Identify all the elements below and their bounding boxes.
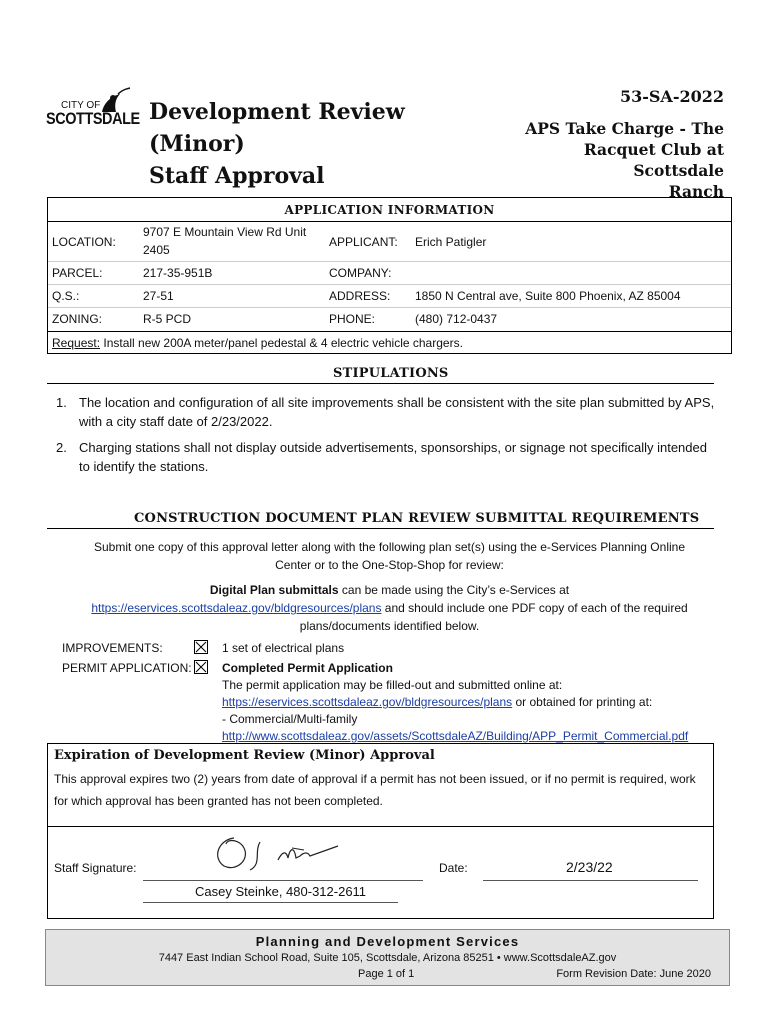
permit-link-tail: or obtained for printing at: [512, 695, 653, 709]
digital-tail: and should include one PDF copy of each of the required [381, 601, 688, 615]
signature-icon [208, 830, 358, 876]
date-label: Date: [439, 861, 468, 875]
staff-signature-label: Staff Signature: [54, 861, 137, 875]
address-value: 1850 N Central ave, Suite 800 Phoenix, AZ 85004 [415, 289, 681, 303]
request-value: Install new 200A meter/panel pedestal & 4 electric vehicle chargers. [100, 336, 463, 350]
intro-line-1: Submit one copy of this approval letter along with the following plan set(s) using the e-Services Planning Online [94, 540, 685, 554]
project-name [494, 118, 724, 202]
stipulations-heading: STIPULATIONS [333, 366, 449, 381]
applicant-label: APPLICANT: [329, 235, 398, 249]
staff-name: Casey Steinke, 480-312-2611 [195, 884, 367, 899]
zoning-label: ZONING: [52, 312, 102, 326]
permit-pdf-link[interactable]: http://www.scottsdaleaz.gov/assets/ScottsdaleAZ/Building/APP_Permit_Commercial.pdf [222, 729, 689, 743]
date-line [483, 880, 698, 881]
request-row [48, 331, 731, 353]
table-row [48, 285, 731, 308]
signature-line [143, 880, 423, 881]
stipulation-number: 2. [56, 440, 67, 455]
page-footer [45, 929, 730, 986]
permit-bullet: - Commercial/Multi-family [222, 712, 358, 726]
request-label: Request: [52, 336, 101, 350]
stipulation-item-1 [56, 393, 721, 431]
improvements-value: 1 set of electrical plans [222, 641, 345, 655]
construction-heading: CONSTRUCTION DOCUMENT PLAN REVIEW SUBMITTAL REQUIREMENTS [134, 511, 700, 526]
parcel-label: PARCEL: [52, 266, 103, 280]
digital-line-3: plans/documents identified below. [299, 619, 480, 633]
name-line [143, 902, 398, 903]
project-line-3: Ranch [668, 182, 724, 201]
expiration-text: This approval expires two (2) years from date of approval if a permit has not been issued, or if no permit is required, work for which approval has been granted has not been completed. [54, 772, 696, 808]
city-logo [46, 86, 138, 136]
logo-name-text: SCOTTSDALE [46, 109, 140, 128]
page-number: Page 1 of 1 [358, 968, 415, 980]
stipulations-divider [47, 383, 714, 384]
digital-submittal-text [47, 581, 732, 635]
logo-city-text: CITY OF [61, 100, 101, 111]
permit-link-line [222, 694, 652, 710]
form-revision-date: Form Revision Date: June 2020 [556, 968, 711, 980]
table-row [48, 308, 731, 331]
application-info-heading: APPLICATION INFORMATION [48, 198, 731, 222]
location-line-2: 2405 [143, 243, 170, 257]
construction-intro [47, 538, 732, 574]
stipulation-text: The location and configuration of all site improvements shall be consistent with the site plan submitted by APS, with a city staff date of 2/23/2022. [79, 395, 715, 429]
improvements-checkbox[interactable] [194, 640, 208, 654]
permit-application-value: Completed Permit Application [222, 661, 393, 675]
expiration-box [47, 743, 714, 919]
applicant-value: Erich Patigler [415, 235, 487, 249]
permit-note: The permit application may be filled-out and submitted online at: [222, 678, 563, 692]
case-number: 53-SA-2022 [619, 87, 724, 106]
digital-rest: can be made using the City’s e-Services at [338, 583, 570, 597]
stipulation-text: Charging stations shall not display outside advertisements, sponsorships, or signage not specifically intended to identify the stations. [79, 440, 707, 474]
title-line-2: Staff Approval [149, 163, 325, 189]
checked-x-icon [195, 661, 207, 673]
table-row [48, 222, 731, 262]
table-row [48, 262, 731, 285]
location-label: LOCATION: [52, 235, 116, 249]
digital-bold-label: Digital Plan submittals [209, 583, 339, 597]
construction-divider [47, 528, 714, 529]
address-label: ADDRESS: [329, 289, 391, 303]
expiration-divider [48, 826, 713, 827]
eservices-link[interactable]: https://eservices.scottsdaleaz.gov/bldgresources/plans [91, 601, 382, 615]
qs-value: 27-51 [143, 289, 174, 303]
qs-label: Q.S.: [52, 289, 80, 303]
zoning-value: R-5 PCD [143, 312, 192, 326]
project-line-2: Racquet Club at Scottsdale [583, 140, 724, 180]
intro-line-2: Center or to the One-Stop-Shop for review: [275, 558, 504, 572]
parcel-value: 217-35-951B [143, 266, 213, 280]
permit-pdf-line [222, 728, 688, 744]
permit-application-checkbox[interactable] [194, 660, 208, 674]
expiration-heading: Expiration of Development Review (Minor) Approval [54, 748, 435, 763]
permit-application-label: PERMIT APPLICATION: [62, 661, 192, 675]
date-value: 2/23/22 [566, 859, 613, 875]
department-address: 7447 East Indian School Road, Suite 105, Scottsdale, Arizona 85251 • www.ScottsdaleAZ.gov [158, 952, 617, 964]
project-line-1: APS Take Charge - The [525, 119, 724, 138]
checked-x-icon [195, 641, 207, 653]
phone-label: PHONE: [329, 312, 376, 326]
improvements-label: IMPROVEMENTS: [62, 641, 163, 655]
title-line-1: Development Review (Minor) [149, 99, 405, 157]
stipulation-number: 1. [56, 395, 67, 410]
phone-value: (480) 712-0437 [415, 312, 498, 326]
department-name: Planning and Development Services [255, 934, 520, 949]
permit-eservices-link[interactable]: https://eservices.scottsdaleaz.gov/bldgresources/plans [222, 695, 513, 709]
application-info-table [47, 197, 732, 354]
location-line-1: 9707 E Mountain View Rd Unit [143, 225, 307, 239]
stipulation-item-2 [56, 438, 721, 476]
document-title [149, 96, 499, 192]
company-label: COMPANY: [329, 266, 392, 280]
